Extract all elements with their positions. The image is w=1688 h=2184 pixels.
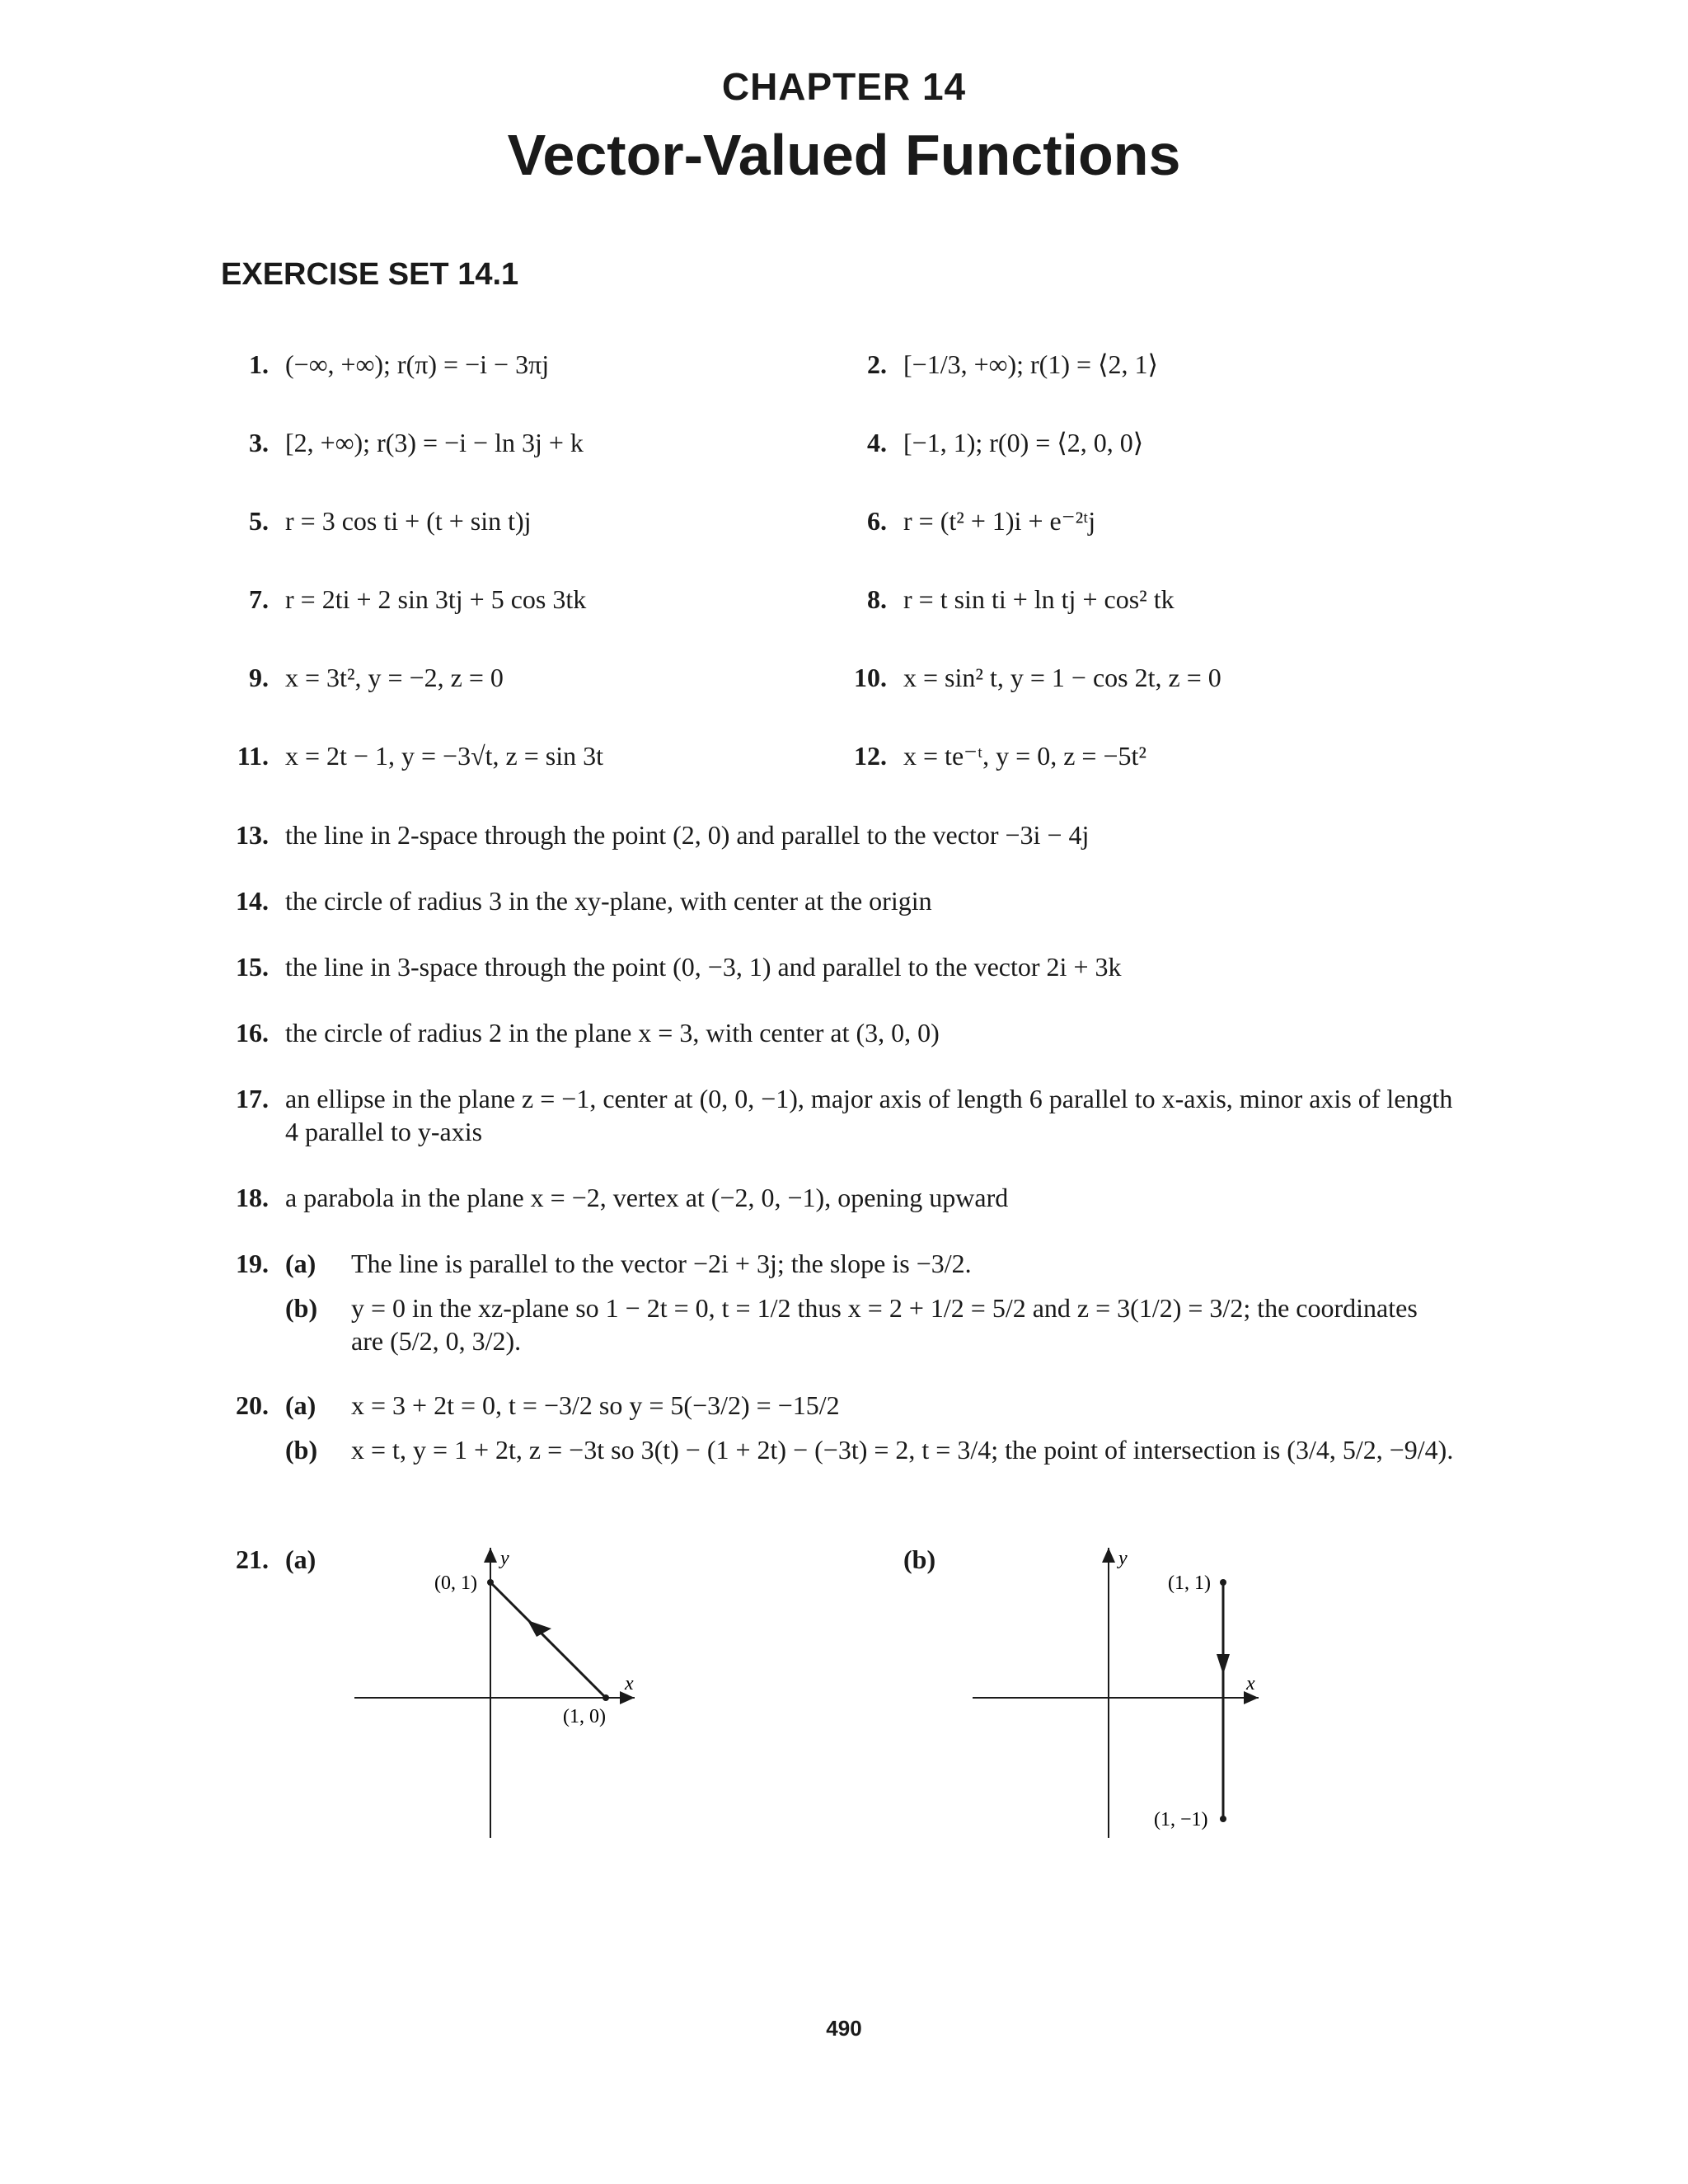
exercise-17: [236, 1082, 1456, 1148]
y-axis-label: y: [1118, 1548, 1128, 1569]
figure-a-label: (a): [285, 1544, 316, 1574]
section-title: EXERCISE SET 14.1: [221, 257, 519, 292]
part-label: (a): [285, 1249, 316, 1278]
exercise-number: 12.: [854, 741, 887, 771]
exercise-text: the circle of radius 3 in the xy-plane, with center at the origin: [285, 886, 932, 916]
exercise-4: [867, 426, 1144, 459]
exercise-10: [854, 661, 1221, 694]
figure-b: [964, 1541, 1278, 1846]
path-segment: [490, 1582, 606, 1698]
exercise-11: [237, 739, 604, 772]
exercise-number: 7.: [249, 584, 269, 614]
exercise-13: [236, 818, 1090, 851]
direction-arrow: [1217, 1654, 1230, 1675]
part-label: (b): [285, 1293, 318, 1323]
exercise-number: 14.: [236, 886, 269, 916]
exercise-9: [249, 661, 504, 694]
exercise-number: 17.: [236, 1084, 269, 1113]
exercise-number: 19.: [236, 1249, 269, 1278]
exercise-text: x = te⁻ᵗ, y = 0, z = −5t²: [903, 741, 1146, 771]
exercise-18: [236, 1181, 1009, 1214]
exercise-number: 13.: [236, 820, 269, 850]
exercise-number: 21.: [236, 1544, 269, 1574]
point-end: [1220, 1816, 1226, 1822]
exercise-text: the line in 2-space through the point (2, 0) and parallel to the vector −3i − 4j: [285, 820, 1090, 850]
part-text: x = t, y = 1 + 2t, z = −3t so 3(t) − (1 + 2t) − (−3t) = 2, t = 3/4; the point of intersection is (3/4, 5/2, −9/4).: [351, 1435, 1454, 1465]
y-axis-label: y: [500, 1548, 509, 1569]
exercise-text: x = 3t², y = −2, z = 0: [285, 663, 504, 692]
exercise-14: [236, 884, 932, 917]
exercise-number: 9.: [249, 663, 269, 692]
exercise-3: [249, 426, 584, 459]
exercise-number: 16.: [236, 1018, 269, 1047]
exercise-number: 10.: [854, 663, 887, 692]
exercise-7: [249, 583, 587, 616]
exercise-text: a parabola in the plane x = −2, vertex at (−2, 0, −1), opening upward: [285, 1183, 1009, 1212]
page-number: 490: [826, 2016, 862, 2041]
exercise-8: [867, 583, 1175, 616]
point-start: [603, 1694, 609, 1701]
exercise-number: 6.: [867, 506, 887, 536]
exercise-text: (−∞, +∞); r(π) = −i − 3πj: [285, 349, 550, 379]
x-axis-label: x: [625, 1673, 634, 1694]
point-end-label: (1, −1): [1154, 1809, 1208, 1830]
exercise-number: 20.: [236, 1390, 269, 1420]
exercise-number: 5.: [249, 506, 269, 536]
part-text: x = 3 + 2t = 0, t = −3/2 so y = 5(−3/2) = −15/2: [351, 1390, 840, 1420]
point-end-label: (0, 1): [434, 1572, 477, 1594]
exercise-text: r = 3 cos ti + (t + sin t)j: [285, 506, 532, 536]
exercise-number: 1.: [249, 349, 269, 379]
exercise-5: [249, 504, 532, 537]
exercise-16: [236, 1016, 940, 1049]
exercise-number: 8.: [867, 584, 887, 614]
exercise-12: [854, 739, 1146, 772]
point-start: [1220, 1579, 1226, 1586]
exercise-text: r = (t² + 1)i + e⁻²ᵗj: [903, 506, 1096, 536]
exercise-number: 11.: [237, 741, 269, 771]
exercise-6: [867, 504, 1096, 537]
exercise-text: r = 2ti + 2 sin 3tj + 5 cos 3tk: [285, 584, 587, 614]
exercise-text: [−1, 1); r(0) = ⟨2, 0, 0⟩: [903, 428, 1144, 457]
figure-b-label: (b): [903, 1544, 936, 1574]
exercise-number: 2.: [867, 349, 887, 379]
exercise-2: [867, 348, 1158, 381]
exercise-number: 4.: [867, 428, 887, 457]
exercise-text: an ellipse in the plane z = −1, center at (0, 0, −1), major axis of length 6 parallel to x-axis, minor axis of length 4 parallel to y-axis: [285, 1084, 1453, 1146]
exercise-text: [−1/3, +∞); r(1) = ⟨2, 1⟩: [903, 349, 1158, 379]
exercise-text: the circle of radius 2 in the plane x = 3, with center at (3, 0, 0): [285, 1018, 940, 1047]
exercise-number: 15.: [236, 952, 269, 982]
point-end: [487, 1579, 494, 1586]
chapter-title: Vector-Valued Functions: [507, 123, 1181, 187]
part-label: (a): [285, 1390, 316, 1420]
exercise-text: x = sin² t, y = 1 − cos 2t, z = 0: [903, 663, 1221, 692]
x-axis-label: x: [1246, 1673, 1255, 1694]
exercise-text: r = t sin ti + ln tj + cos² tk: [903, 584, 1175, 614]
part-label: (b): [285, 1435, 318, 1465]
exercise-number: 3.: [249, 428, 269, 457]
part-text: The line is parallel to the vector −2i + 3j; the slope is −3/2.: [351, 1249, 972, 1278]
exercise-number: 18.: [236, 1183, 269, 1212]
part-text: y = 0 in the xz-plane so 1 − 2t = 0, t = 1/2 thus x = 2 + 1/2 = 5/2 and z = 3(1/2) = 3/2; the coordinates are (5/2, 0, 3/2).: [351, 1293, 1418, 1356]
exercise-text: [2, +∞); r(3) = −i − ln 3j + k: [285, 428, 584, 457]
chapter-label: CHAPTER 14: [721, 65, 967, 108]
exercise-text: x = 2t − 1, y = −3√t, z = sin 3t: [285, 741, 604, 771]
point-start-label: (1, 0): [563, 1706, 606, 1727]
figure-a: [346, 1541, 659, 1846]
direction-arrow: [528, 1620, 551, 1637]
exercise-text: the line in 3-space through the point (0, −3, 1) and parallel to the vector 2i + 3k: [285, 952, 1122, 982]
point-start-label: (1, 1): [1168, 1572, 1211, 1594]
exercise-1: [249, 348, 550, 381]
exercise-15: [236, 950, 1122, 983]
